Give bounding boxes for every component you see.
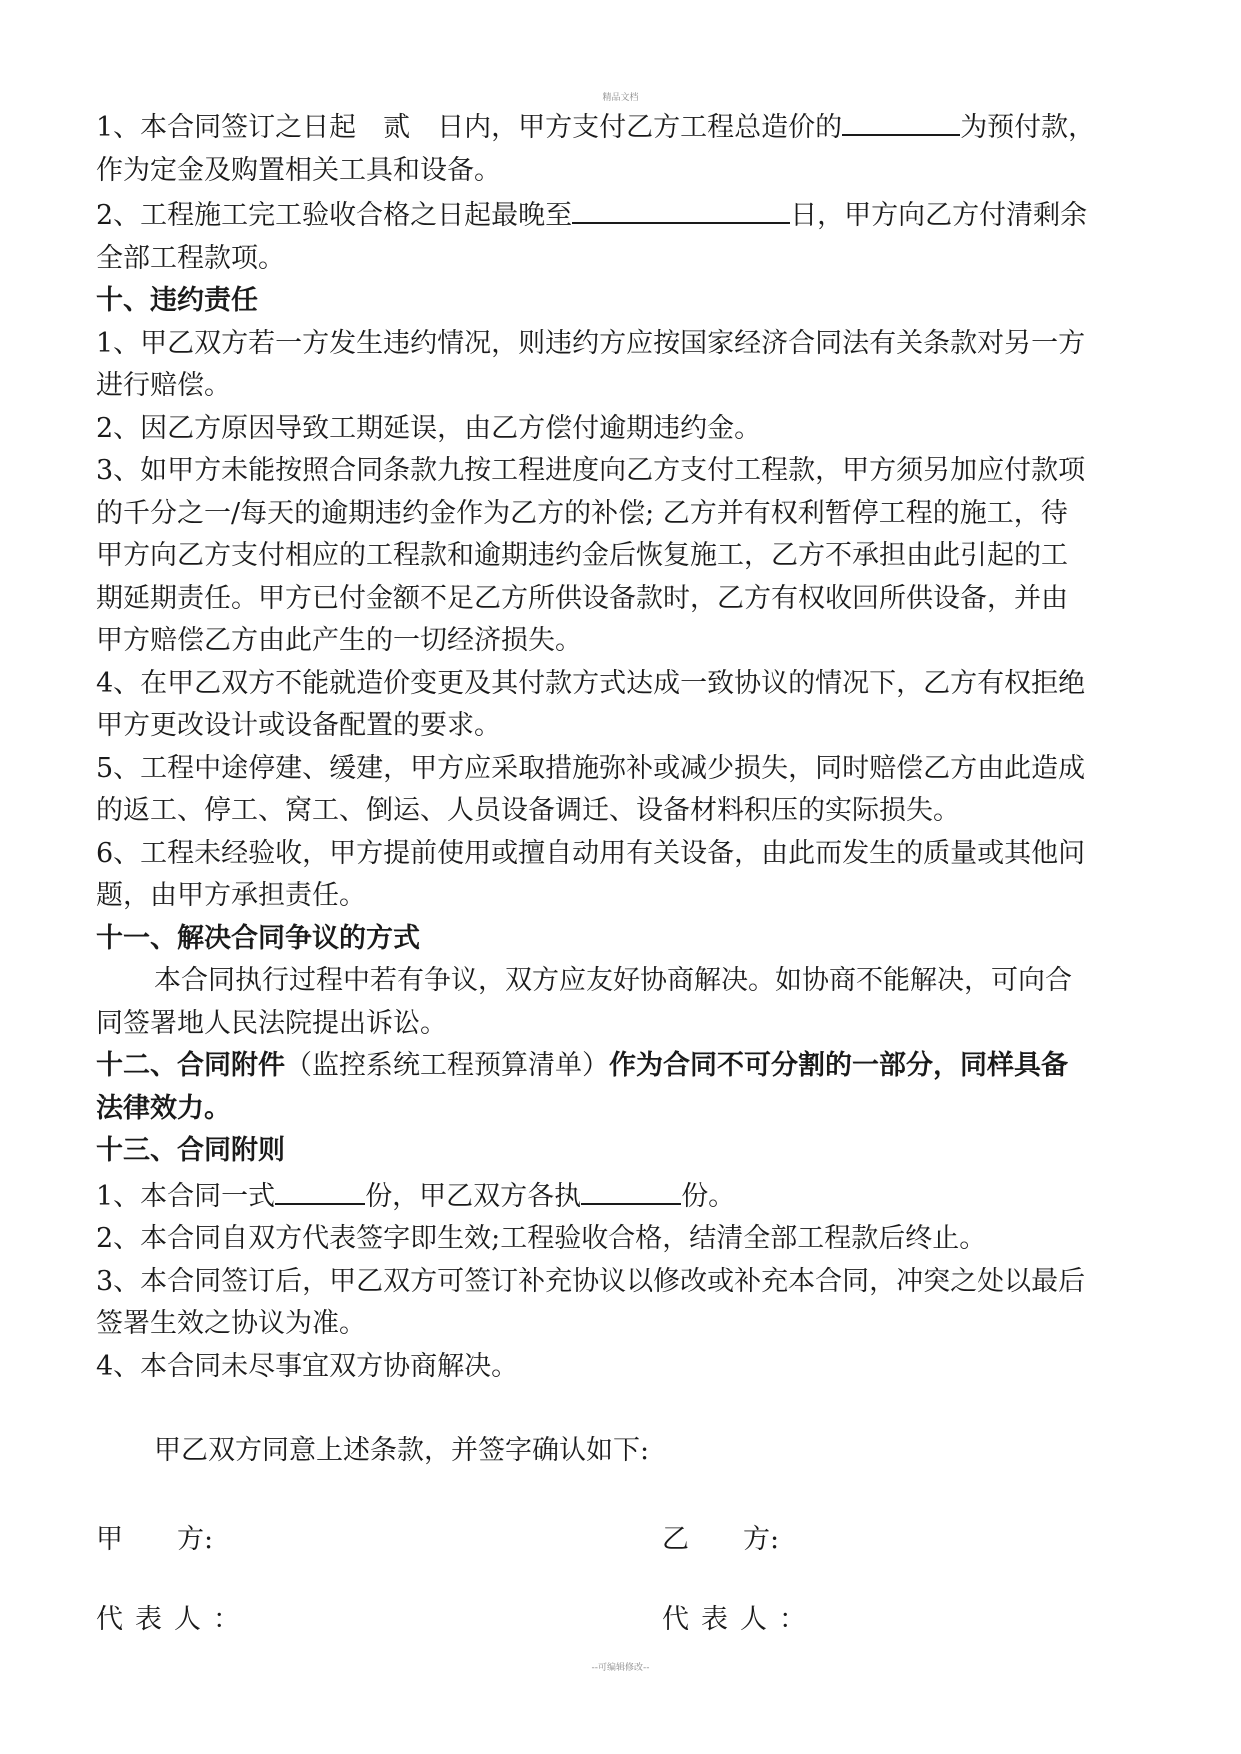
line: 本合同执行过程中若有争议，双方应友好协商解决。如协商不能解决，可向合: [154, 965, 1072, 996]
line: 题，由甲方承担责任。: [96, 880, 366, 911]
spacer: [96, 1388, 1156, 1430]
line: 4、在甲乙双方不能就造价变更及其付款方式达成一致协议的情况下，乙方有权拒绝: [96, 667, 1086, 699]
section-heading-11: 十一、解决合同争议的方式: [96, 922, 420, 954]
line: 的返工、停工、窝工、倒运、人员设备调迁、设备材料积压的实际损失。: [96, 795, 960, 826]
line: 进行赔偿。: [96, 370, 231, 401]
line: 1、本合同一式: [96, 1180, 276, 1212]
representative-a-label: 代表人：: [96, 1603, 252, 1635]
clause-text: 全部工程款项。: [96, 242, 285, 274]
line: 同签署地人民法院提出诉讼。: [96, 1007, 447, 1039]
clause-text: 作为定金及购置相关工具和设备。: [96, 154, 501, 186]
heading-text: 法律效力。: [96, 1092, 231, 1124]
blank-field: [842, 104, 960, 136]
supplementary-clause-1: [96, 1173, 1156, 1219]
breach-clause-4: [96, 663, 1156, 748]
blank-field: [275, 1173, 365, 1205]
party-a-label: 甲 方:: [96, 1523, 214, 1555]
party-b-label: 乙 方:: [662, 1523, 780, 1555]
line: 份，甲乙双方各执: [365, 1180, 582, 1212]
blank-field: [581, 1173, 681, 1205]
signature-confirmation: [96, 1430, 1156, 1473]
line: 份。: [681, 1180, 736, 1212]
attachment-name: （监控系统工程预算清单）: [285, 1050, 609, 1081]
line: 1、甲乙双方若一方发生违约情况，则违约方应按国家经济合同法有关条款对另一方: [96, 327, 1086, 359]
breach-clause-2: 2、因乙方原因导致工期延误，由乙方偿付逾期违约金。: [96, 412, 762, 444]
section-heading-13: 十三、合同附则: [96, 1135, 285, 1166]
section-heading-12: [96, 1045, 1156, 1130]
breach-clause-5: [96, 748, 1156, 833]
clause-text: 1、本合同签订之日起 贰 日内，甲方支付乙方工程总造价的: [96, 112, 843, 143]
line: 甲方更改设计或设备配置的要求。: [96, 710, 501, 741]
line: 甲方赔偿乙方由此产生的一切经济损失。: [96, 625, 582, 656]
blank-field: [572, 192, 790, 224]
breach-clause-1: [96, 323, 1156, 408]
supplementary-clause-3: [96, 1261, 1156, 1346]
breach-clause-6: [96, 833, 1156, 918]
line: 5、工程中途停建、缓建，甲方应采取措施弥补或减少损失，同时赔偿乙方由此造成: [96, 752, 1086, 784]
payment-clause-1: [96, 104, 1156, 192]
clause-text: 为预付款，: [960, 112, 1096, 143]
line: 期延期责任。甲方已付金额不足乙方所供设备款时，乙方有权收回所供设备，并由: [96, 582, 1068, 614]
heading-text: 十二、合同附件: [96, 1050, 285, 1081]
breach-clause-3: [96, 450, 1156, 663]
line: 签署生效之协议为准。: [96, 1308, 366, 1339]
representative-b-label: 代表人：: [662, 1603, 818, 1635]
section-heading-10: 十、违约责任: [96, 285, 258, 316]
line: 甲方向乙方支付相应的工程款和逾期违约金后恢复施工，乙方不承担由此引起的工: [96, 540, 1068, 571]
spacer: [96, 1473, 1156, 1519]
line: 6、工程未经验收，甲方提前使用或擅自动用有关设备，由此而发生的质量或其他问: [96, 837, 1086, 869]
line: 3、如甲方未能按照合同条款九按工程进度向乙方支付工程款，甲方须另加应付款项: [96, 455, 1086, 486]
page-footer: --可编辑修改--: [591, 1663, 650, 1673]
clause-text: 2、工程施工完工验收合格之日起最晚至: [96, 200, 573, 231]
payment-clause-2: [96, 192, 1156, 280]
heading-text: 作为合同不可分割的一部分，同样具备: [609, 1050, 1068, 1081]
dispute-clause: [96, 960, 1156, 1045]
confirmation-text: 甲乙双方同意上述条款，并签字确认如下:: [154, 1435, 650, 1466]
contract-body: [96, 104, 1156, 1679]
party-row: [96, 1519, 1156, 1599]
supplementary-clause-2: 2、本合同自双方代表签字即生效;工程验收合格，结清全部工程款后终止。: [96, 1223, 987, 1254]
page-header: 精品文档: [602, 93, 639, 103]
line: 的千分之一/每天的逾期违约金作为乙方的补偿; 乙方并有权利暂停工程的施工，待: [96, 497, 1068, 529]
clause-text: 日，甲方向乙方付清剩余: [790, 200, 1088, 231]
supplementary-clause-4: 4、本合同未尽事宜双方协商解决。: [96, 1350, 519, 1382]
line: 3、本合同签订后，甲乙双方可签订补充协议以修改或补充本合同，冲突之处以最后: [96, 1265, 1086, 1297]
